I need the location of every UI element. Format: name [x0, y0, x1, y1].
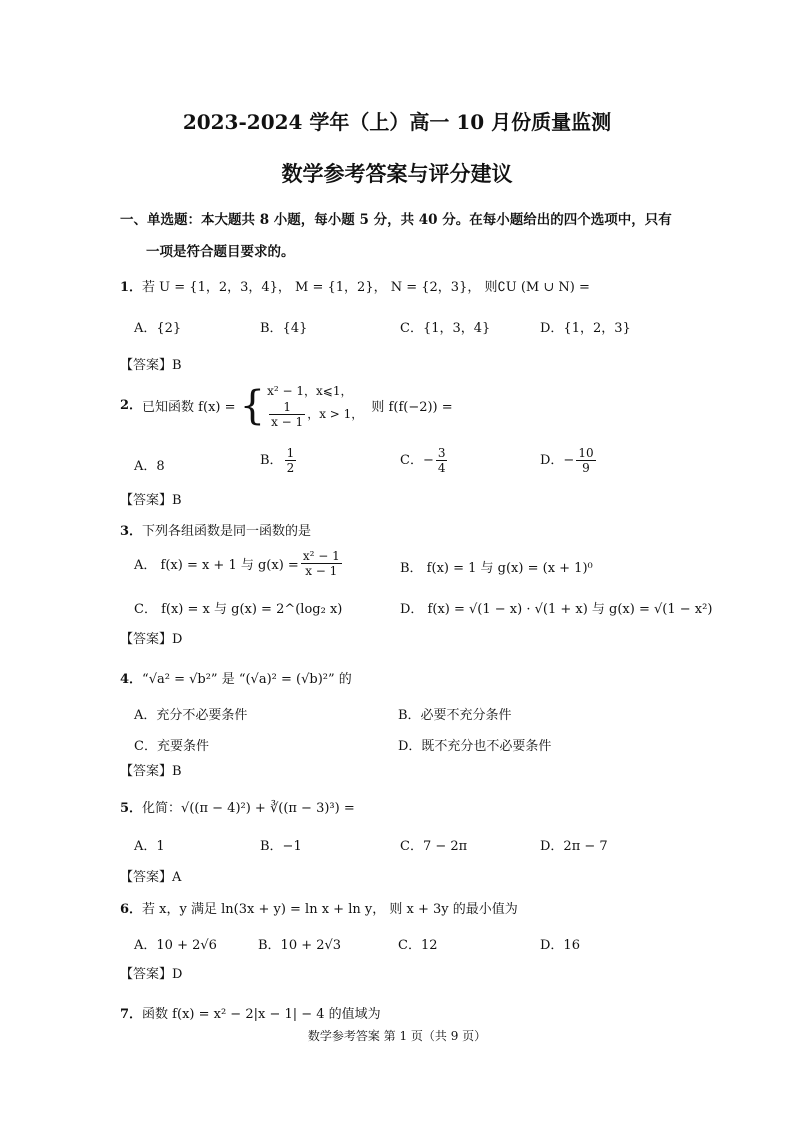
q2-answer: 【答案】B	[120, 493, 182, 508]
q1-answer: 【答案】B	[120, 358, 182, 373]
q5-option-b: B．−1	[260, 839, 302, 854]
q2-option-a: A．8	[134, 459, 165, 474]
q6-option-b: B．10 + 2√3	[258, 938, 342, 953]
q3-option-c: C． f(x) = x 与 g(x) = 2^(log₂ x)	[134, 602, 343, 617]
q2-option-d: D．− $\frac{10}{9}$	[540, 446, 594, 475]
q5-option-c: C．7 − 2π	[400, 839, 468, 854]
question-7: 7．函数 f(x) = x² − 2|x − 1| − 4 的值域为	[120, 1007, 381, 1022]
q6-option-a: A．10 + 2√6	[134, 938, 217, 953]
q3-answer: 【答案】D	[120, 632, 183, 647]
q6-option-c: C．12	[398, 938, 438, 953]
q1-option-d: D．{1，2，3}	[540, 321, 631, 336]
question-5: 5．化简：√((π − 4)²) + ∛((π − 3)³) =	[120, 801, 355, 816]
q4-option-a: A．充分不必要条件	[134, 708, 248, 723]
q3-option-d: D． f(x) = √(1 − x) · √(1 + x) 与 g(x) = √(1 − x²)	[400, 602, 713, 617]
q5-option-a: A．1	[134, 839, 165, 854]
question-4: 4．“√a² = √b²” 是 “(√a)² = (√b)²” 的	[120, 672, 352, 687]
question-1	[120, 276, 590, 295]
q6-option-d: D．16	[540, 938, 580, 953]
piecewise-brace: {	[239, 382, 266, 429]
piecewise-cases: x² − 1，x⩽1， $\frac{1}{x - 1}$ ，x > 1，	[267, 384, 364, 429]
q2-option-b: B． $\frac{1}{2}$	[260, 446, 295, 475]
question-6: 6．若 x，y 满足 ln(3x + y) = ln x + ln y， 则 x + 3y 的最小值为	[120, 902, 518, 917]
page-subtitle: 数学参考答案与评分建议	[281, 161, 513, 186]
page-title: 2023-2024 学年（上）高一 10 月份质量监测	[182, 110, 612, 134]
q4-option-b: B．必要不充分条件	[398, 708, 512, 723]
q5-option-d: D．2π − 7	[540, 839, 608, 854]
q5-answer: 【答案】A	[120, 870, 182, 885]
question-stem: 若 U = {1，2，3，4}， M = {1，2}， N = {2，3}， 则∁U (M ∪ N) =	[142, 280, 590, 295]
section-heading-line2: 一项是符合题目要求的。	[146, 244, 295, 260]
q1-option-a: A．{2}	[134, 321, 182, 336]
question-3: 3．下列各组函数是同一函数的是	[120, 524, 312, 539]
q3-option-b: B． f(x) = 1 与 g(x) = (x + 1)⁰	[400, 561, 593, 576]
q6-answer: 【答案】D	[120, 967, 183, 982]
question-2: 2．已知函数 f(x) = { x² − 1，x⩽1， $\frac{1}{x - 1}$ ，x > 1， 则 f(f(−2)) =	[120, 382, 453, 429]
section-heading-line1: 一、单选题：本大题共 8 小题，每小题 5 分，共 40 分。在每小题给出的四个选项中，只有	[120, 212, 672, 228]
q1-option-c: C．{1，3，4}	[400, 321, 491, 336]
q4-option-c: C．充要条件	[134, 739, 209, 754]
q3-option-a: A． f(x) = x + 1 与 g(x) = $\frac{\text{x² − 1}}{x - 1}$	[134, 549, 340, 578]
q1-option-b: B．{4}	[260, 321, 308, 336]
page-footer: 数学参考答案 第 1 页（共 9 页）	[307, 1029, 487, 1043]
question-number: 1．	[120, 280, 143, 295]
q4-option-d: D．既不充分也不必要条件	[398, 739, 552, 754]
q2-option-c: C．− $\frac{3}{4}$	[400, 446, 446, 475]
q4-answer: 【答案】B	[120, 764, 182, 779]
